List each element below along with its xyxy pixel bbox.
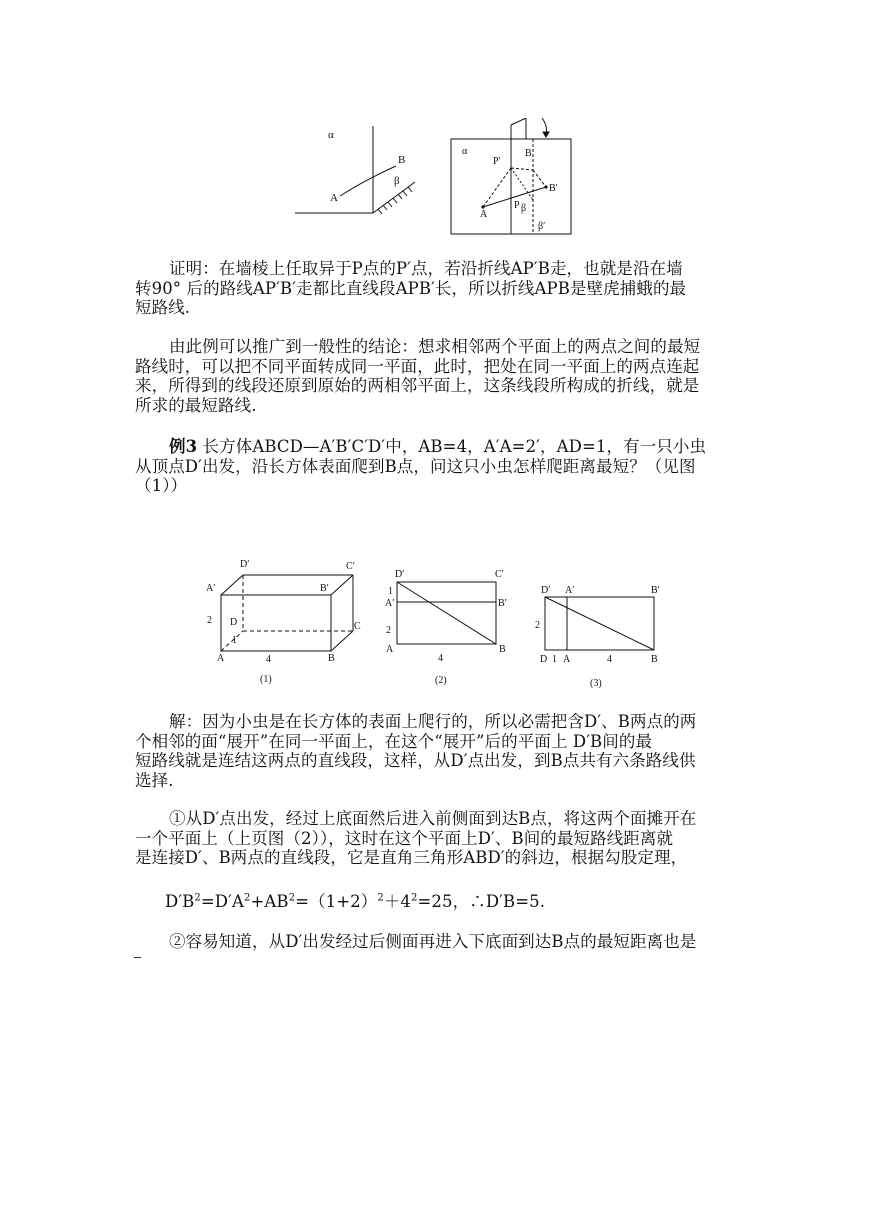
wall-corner-figure — [290, 118, 580, 240]
example-label: 例3 — [169, 437, 198, 456]
formula-part: +AB — [250, 892, 289, 911]
text-line: ①从D′点出发，经过上底面然后进入前侧面到达B点，将这两个面摊开在 — [169, 809, 697, 828]
formula-exponent: 2 — [288, 892, 296, 904]
box-label: B′ — [320, 583, 329, 594]
formula-exponent: 2 — [411, 892, 418, 904]
formula-exponent: 2 — [194, 892, 201, 904]
cuboid-sketch — [221, 575, 353, 651]
text-line: 从顶点D′出发，沿长方体表面爬到B点，问这只小虫怎样爬距离最短？（见图 — [135, 456, 696, 476]
step-1-paragraph — [135, 809, 735, 868]
label-B-prime: B′ — [549, 183, 558, 194]
text-line: 转90° 后的路线AP′B′走都比直线段APB′长，所以折线APB是壁虎捕蛾的最 — [135, 278, 687, 298]
box-label: 4 — [266, 654, 271, 665]
box-label: C — [354, 621, 361, 632]
unfold-label: B′ — [498, 598, 507, 609]
figure-caption: (3) — [590, 678, 602, 689]
box-label: A — [217, 653, 225, 664]
label-B-upper: B — [525, 148, 532, 159]
text-line: 所求的最短路线. — [135, 395, 257, 415]
box-label: B — [328, 653, 335, 664]
generalization-paragraph — [135, 337, 735, 415]
label-alpha-2: α — [462, 146, 468, 157]
label-A-2: A — [480, 209, 488, 220]
unfolding-2-sketch — [397, 582, 496, 644]
formula-part: =（1+2） — [295, 892, 378, 911]
formula-part: ＋4 — [383, 892, 412, 911]
figure-caption: (1) — [260, 674, 272, 685]
unfold-label: D′ — [541, 585, 551, 596]
unfold-label: 1 — [552, 654, 557, 665]
text-line: 长方体ABCD—A′B′C′D′中，AB=4，A′A=2′，AD=1，有一只小虫 — [197, 437, 707, 456]
footnote-mark — [134, 957, 141, 958]
text-line: 路线时，可以把不同平面转成同一平面，此时，把处在同一平面上的两点连起 — [135, 356, 700, 376]
label-alpha: α — [328, 129, 334, 141]
example-3-paragraph — [135, 437, 735, 496]
box-label: A′ — [206, 583, 216, 594]
text-line: 一个平面上（上页图（2）），这时在这个平面上D′、B间的最短路线距离就 — [135, 828, 674, 848]
unfold-label: B — [499, 644, 506, 655]
unfold-label: 2 — [535, 620, 540, 631]
unfold-label: 1 — [388, 586, 393, 597]
label-beta-2: β — [521, 203, 527, 214]
unfold-label: 2 — [386, 625, 391, 636]
label-beta-prime: β′ — [538, 221, 546, 232]
label-P-prime: P′ — [493, 156, 501, 167]
unfold-label: B′ — [651, 585, 660, 596]
solution-paragraph — [135, 712, 735, 790]
unfold-label: 4 — [607, 654, 612, 665]
text-line: 来，所得到的线段还原到原始的两相邻平面上，这条线段所构成的折线，就是 — [135, 376, 700, 395]
box-label: D — [230, 617, 238, 628]
unfold-label: A — [563, 654, 571, 665]
formula-part: =D′A — [200, 892, 244, 911]
box-label: 2 — [207, 615, 212, 626]
formula-part: D′B — [165, 892, 195, 911]
unfold-label: A′ — [565, 585, 575, 596]
unfold-label: D — [540, 654, 548, 665]
box-label: 1 — [232, 635, 237, 646]
wall-corner-sketch — [295, 126, 415, 214]
unfolded-planes-sketch — [451, 118, 571, 234]
text-line: ②容易知道，从D′出发经过后侧面再进入下底面到达B点的最短距离也是 — [169, 932, 697, 951]
unfold-label: 4 — [438, 653, 443, 664]
text-line: 是连接D′、B两点的直线段，它是直角三角形ABD′的斜边，根据勾股定理， — [135, 848, 688, 867]
formula-exponent: 2 — [377, 892, 384, 904]
text-line: 解：因为小虫是在长方体的表面上爬行的，所以必需把含D′、B两点的两 — [169, 712, 697, 731]
label-P: P — [514, 200, 520, 211]
text-line: 短路线. — [135, 298, 191, 317]
unfold-label: D′ — [395, 569, 405, 580]
text-line: 由此例可以推广到一般性的结论：想求相邻两个平面上的两点之间的最短 — [169, 337, 701, 356]
box-label: D′ — [240, 559, 250, 570]
unfold-label: C′ — [495, 569, 504, 580]
text-line: 证明：在墙棱上任取异于P点的P′点，若沿折线AP′B走，也就是沿在墙 — [169, 259, 683, 278]
figure-caption: (2) — [435, 675, 447, 686]
text-line: 选择. — [135, 770, 174, 790]
formula-part: =25，∴D′B=5. — [417, 892, 546, 911]
unfold-label: A′ — [385, 598, 395, 609]
proof-paragraph — [135, 259, 735, 318]
unfolding-3-sketch — [545, 597, 654, 650]
box-label: C′ — [346, 561, 355, 572]
unfold-label: A — [386, 644, 394, 655]
label-B: B — [398, 154, 406, 166]
pythagorean-formula — [135, 892, 765, 912]
cuboid-figures — [200, 555, 680, 695]
text-line: 短路线就是连结这两点的直线段，这样，从D′点出发，到B点共有六条路线供 — [135, 751, 696, 770]
label-A: A — [330, 192, 338, 204]
step-2-paragraph — [135, 932, 735, 952]
text-line: （1）） — [135, 476, 188, 495]
text-line: 个相邻的面“展开”在同一平面上，在这个“展开”后的平面上 D′B间的最 — [135, 731, 653, 751]
unfold-label: B — [651, 654, 658, 665]
formula-exponent: 2 — [244, 892, 251, 904]
label-beta: β — [394, 175, 400, 187]
